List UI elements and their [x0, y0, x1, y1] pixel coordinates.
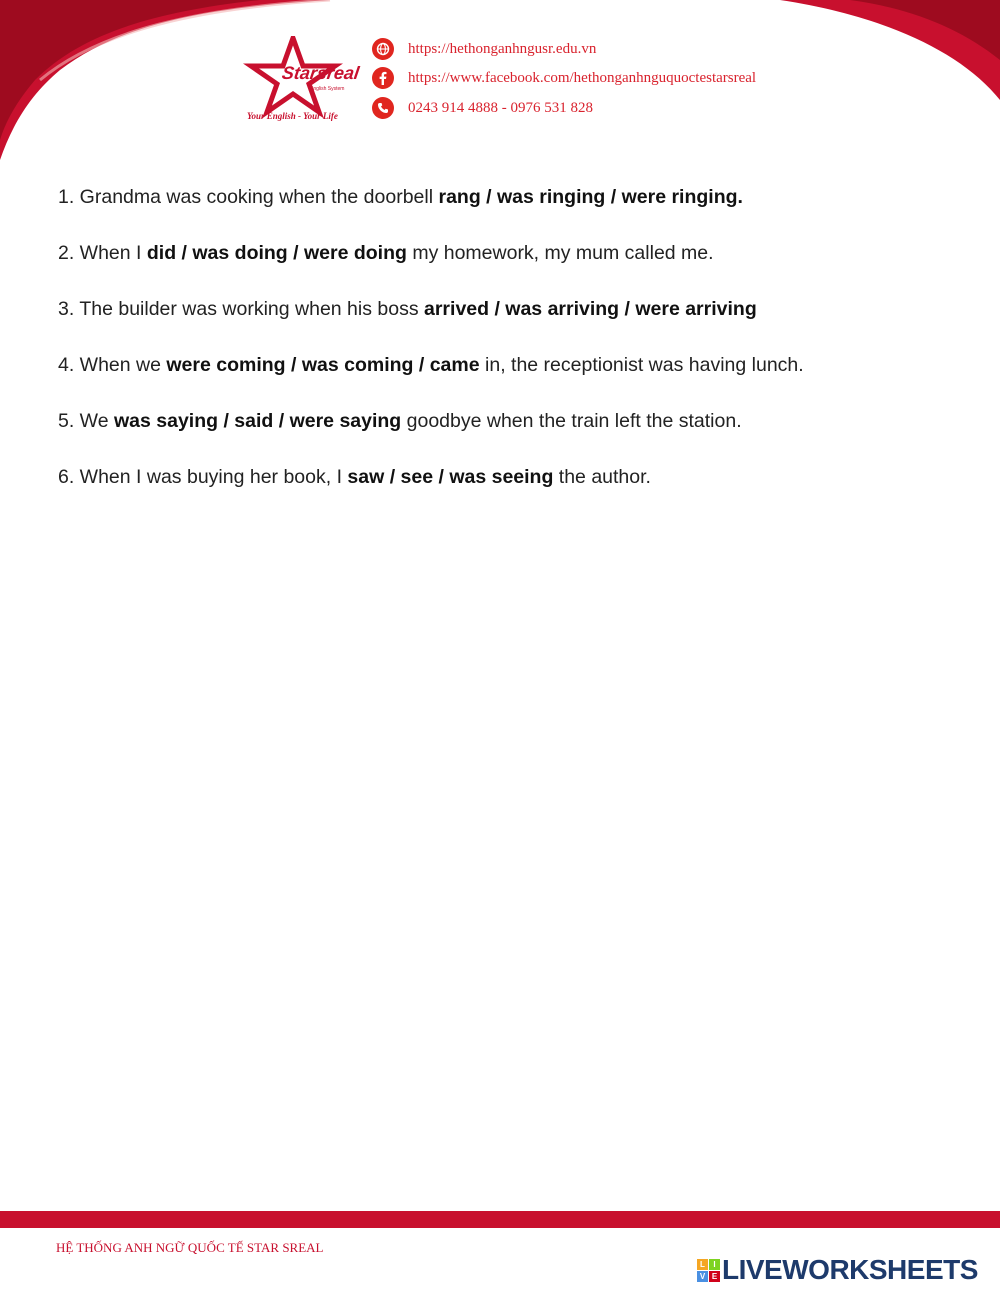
footer-organization: HỆ THỐNG ANH NGỮ QUỐC TẾ STAR SREAL	[56, 1240, 324, 1255]
footer-bar	[0, 1211, 1000, 1228]
answer-choices-1[interactable]: rang / was ringing / were ringing.	[438, 186, 743, 208]
answer-choices-2[interactable]: did / was doing / were doing	[146, 242, 407, 264]
phone-number: 0243 914 4888 - 0976 531 828	[408, 99, 593, 116]
liveworksheets-logo-icon: L I V E	[697, 1259, 720, 1282]
liveworksheets-watermark	[697, 1254, 978, 1286]
question-3: 3. The builder was working when his boss arrived / was arriving / were arriving	[58, 298, 757, 320]
liveworksheets-text: LIVEWORKSHEETS	[722, 1254, 978, 1285]
contact-phone[interactable]	[372, 97, 593, 119]
phone-icon	[372, 97, 394, 119]
question-5: 5. We was saying / said / were saying goodbye when the train left the station.	[58, 410, 742, 432]
logo-subtitle: English System	[310, 86, 345, 92]
globe-icon	[372, 38, 394, 60]
facebook-icon	[372, 67, 394, 89]
contact-facebook[interactable]	[372, 67, 756, 89]
facebook-link[interactable]: https://www.facebook.com/hethonganhnguquoctestarsreal	[408, 69, 757, 86]
question-6: 6. When I was buying her book, I saw / see / was seeing the author.	[58, 466, 651, 488]
logo-tagline: Your English - Your Life	[247, 111, 338, 121]
contact-website[interactable]	[372, 38, 596, 60]
answer-choices-6[interactable]: saw / see / was seeing	[347, 466, 554, 488]
question-list	[58, 182, 958, 518]
question-4: 4. When we were coming / was coming / came in, the receptionist was having lunch.	[58, 354, 804, 376]
answer-choices-4[interactable]: were coming / was coming / came	[166, 354, 480, 376]
question-2: 2. When I did / was doing / were doing my homework, my mum called me.	[58, 242, 714, 264]
logo-name: Starsreal	[280, 63, 361, 83]
website-link[interactable]: https://hethonganhngusr.edu.vn	[408, 40, 597, 57]
answer-choices-5[interactable]: was saying / said / were saying	[114, 410, 402, 432]
answer-choices-3[interactable]: arrived / was arriving / were arriving	[424, 298, 757, 320]
question-1: 1. Grandma was cooking when the doorbell rang / was ringing / were ringing.	[58, 186, 743, 208]
